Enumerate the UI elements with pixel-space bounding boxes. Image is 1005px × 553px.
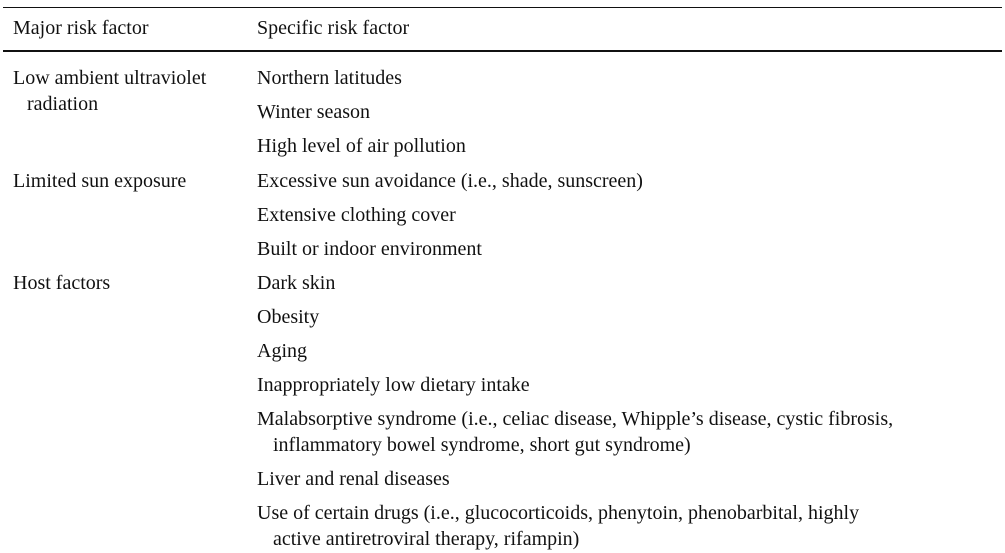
specific-factor-drugs-line1: Use of certain drugs (i.e., glucocorticoids, phenytoin, phenobarbital, highly — [257, 502, 860, 524]
header-specific-risk-factor: Specific risk factor — [257, 17, 410, 39]
major-factor-host-line1: Host factors — [13, 272, 111, 294]
specific-factor-liver-renal: Liver and renal diseases — [257, 468, 450, 490]
specific-factor-clothing-cover: Extensive clothing cover — [257, 204, 456, 226]
specific-factor-dark-skin: Dark skin — [257, 272, 336, 294]
specific-factor-indoor-environment: Built or indoor environment — [257, 238, 482, 260]
specific-factor-air-pollution: High level of air pollution — [257, 135, 466, 157]
specific-factor-obesity: Obesity — [257, 306, 320, 328]
major-factor-sun-exposure — [13, 168, 186, 194]
major-factor-host — [13, 270, 110, 296]
major-factor-uv — [13, 65, 206, 117]
header-rule — [3, 50, 1002, 52]
specific-factor-winter-season: Winter season — [257, 101, 371, 123]
specific-factor-malabsorptive-line2: inflammatory bowel syndrome, short gut syndrome) — [273, 434, 691, 456]
specific-factor-sun-avoidance: Excessive sun avoidance (i.e., shade, sunscreen) — [257, 170, 643, 192]
header-major-risk-factor: Major risk factor — [13, 17, 149, 39]
specific-factor-certain-drugs — [257, 500, 859, 552]
specific-factor-malabsorptive-syndrome — [257, 406, 893, 458]
specific-factor-malabsorptive-line1: Malabsorptive syndrome (i.e., celiac disease, Whipple’s disease, cystic fibrosis, — [257, 408, 894, 430]
major-factor-sun-exposure-line1: Limited sun exposure — [13, 170, 187, 192]
specific-factor-aging: Aging — [257, 340, 307, 362]
specific-factor-northern-latitudes: Northern latitudes — [257, 67, 402, 89]
table-top-rule — [3, 7, 1002, 8]
specific-factor-drugs-line2: active antiretroviral therapy, rifampin) — [273, 528, 580, 550]
specific-factor-low-dietary-intake: Inappropriately low dietary intake — [257, 374, 530, 396]
major-factor-uv-line1: Low ambient ultraviolet — [13, 67, 207, 89]
major-factor-uv-line2: radiation — [27, 93, 99, 115]
